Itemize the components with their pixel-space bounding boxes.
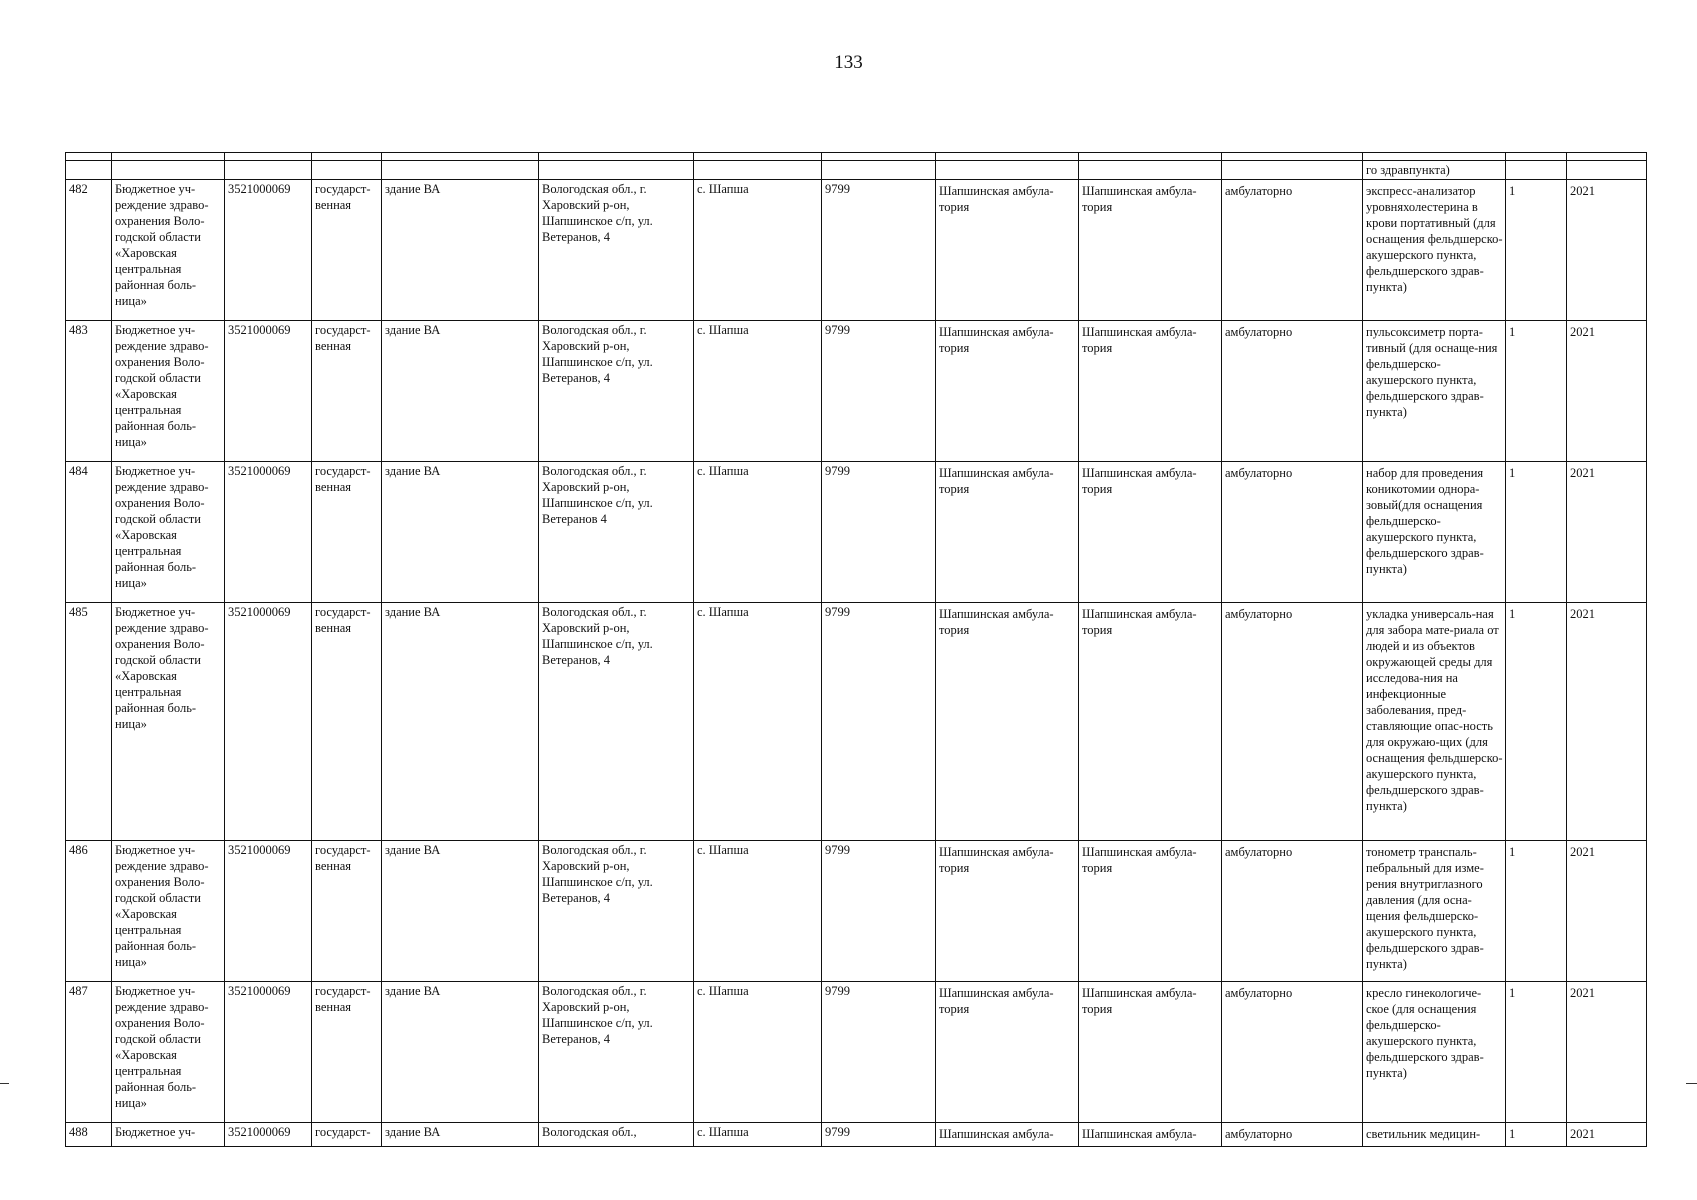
cell-inn: 3521000069 bbox=[225, 603, 312, 841]
cell-ownership: государст-венная bbox=[312, 603, 382, 841]
continuation-cell: го здравпункта) bbox=[1363, 161, 1506, 180]
cell-institution: Бюджетное уч-реждение здраво-охранения Воло-годской области «Харовская центральная районная боль-ница» bbox=[112, 603, 225, 841]
cell-address: Вологодская обл., г. Харовский р-он, Шапшинское с/п, ул. Ветеранов, 4 bbox=[539, 603, 694, 841]
cell-care-type: амбулаторно bbox=[1222, 321, 1363, 462]
cell-equipment: кресло гинекологиче-ское (для оснащения фельдшерско-акушерского пункта, фельдшерского здрав-пункта) bbox=[1363, 982, 1506, 1123]
cell-code: 9799 bbox=[822, 841, 936, 982]
continuation-row bbox=[66, 161, 1647, 180]
cell-institution: Бюджетное уч-реждение здраво-охранения Воло-годской области «Харовская центральная районная боль-ница» bbox=[112, 462, 225, 603]
cell-building: здание ВА bbox=[382, 603, 539, 841]
cell-subunit: Шапшинская амбула-тория bbox=[1079, 841, 1222, 982]
cell-unit: Шапшинская амбула-тория bbox=[936, 603, 1079, 841]
table-row bbox=[66, 462, 1647, 603]
cell-year: 2021 bbox=[1567, 1123, 1647, 1147]
cell-address: Вологодская обл., г. Харовский р-он, Шапшинское с/п, ул. Ветеранов, 4 bbox=[539, 841, 694, 982]
table-row bbox=[66, 982, 1647, 1123]
cell-building: здание ВА bbox=[382, 841, 539, 982]
cell-ownership: государст-венная bbox=[312, 462, 382, 603]
cell-locality: с. Шапша bbox=[694, 982, 822, 1123]
cell-equipment: пульсоксиметр порта-тивный (для оснаще-ния фельдшерско-акушерского пункта, фельдшерского здрав-пункта) bbox=[1363, 321, 1506, 462]
cell-unit: Шапшинская амбула-тория bbox=[936, 841, 1079, 982]
cell-address: Вологодская обл., г. Харовский р-он, Шапшинское с/п, ул. Ветеранов 4 bbox=[539, 462, 694, 603]
cell-ownership: государст-венная bbox=[312, 321, 382, 462]
cell-unit: Шапшинская амбула-тория bbox=[936, 982, 1079, 1123]
cell-address: Вологодская обл., г. Харовский р-он, Шапшинское с/п, ул. Ветеранов, 4 bbox=[539, 321, 694, 462]
cell-num: 483 bbox=[66, 321, 112, 462]
cell-equipment: экспресс-анализатор уровняхолестерина в крови портативный (для оснащения фельдшерско-акушерского пункта, фельдшерского здрав-пункта) bbox=[1363, 180, 1506, 321]
cell-code: 9799 bbox=[822, 982, 936, 1123]
cell-equipment: укладка универсаль-ная для забора мате-риала от людей и из объектов окружающей среды для исследова-ния на инфекционные заболевания, пред-ставляющие опас-ность для окружаю-щих (для оснащения фельдшерско-акушерского пункта, фельдшерского здрав-пункта) bbox=[1363, 603, 1506, 841]
cell-building: здание ВА bbox=[382, 321, 539, 462]
cell-inn: 3521000069 bbox=[225, 982, 312, 1123]
cell-locality: с. Шапша bbox=[694, 180, 822, 321]
cell-code: 9799 bbox=[822, 603, 936, 841]
cell-care-type: амбулаторно bbox=[1222, 841, 1363, 982]
cell-subunit: Шапшинская амбула- bbox=[1079, 1123, 1222, 1147]
table-row bbox=[66, 180, 1647, 321]
cell-equipment: набор для проведения коникотомии однора-зовый(для оснащения фельдшерско-акушерского пункта, фельдшерского здрав-пункта) bbox=[1363, 462, 1506, 603]
cell-institution: Бюджетное уч-реждение здраво-охранения Воло-годской области «Харовская центральная районная боль-ница» bbox=[112, 982, 225, 1123]
cell-locality: с. Шапша bbox=[694, 603, 822, 841]
cell-equipment: светильник медицин- bbox=[1363, 1123, 1506, 1147]
cell-address: Вологодская обл., г. Харовский р-он, Шапшинское с/п, ул. Ветеранов, 4 bbox=[539, 982, 694, 1123]
cell-code: 9799 bbox=[822, 462, 936, 603]
cell-institution: Бюджетное уч-реждение здраво-охранения Воло-годской области «Харовская центральная районная боль-ница» bbox=[112, 321, 225, 462]
cell-locality: с. Шапша bbox=[694, 462, 822, 603]
page-number: 133 bbox=[834, 52, 863, 73]
table-row bbox=[66, 841, 1647, 982]
cell-unit: Шапшинская амбула- bbox=[936, 1123, 1079, 1147]
scan-mark-right bbox=[1686, 1083, 1697, 1084]
cell-qty: 1 bbox=[1506, 841, 1567, 982]
cell-inn: 3521000069 bbox=[225, 321, 312, 462]
cell-unit: Шапшинская амбула-тория bbox=[936, 180, 1079, 321]
cell-care-type: амбулаторно bbox=[1222, 180, 1363, 321]
cell-address: Вологодская обл., г. Харовский р-он, Шапшинское с/п, ул. Ветеранов, 4 bbox=[539, 180, 694, 321]
table-row bbox=[66, 321, 1647, 462]
cell-locality: с. Шапша bbox=[694, 321, 822, 462]
cell-num: 482 bbox=[66, 180, 112, 321]
cell-qty: 1 bbox=[1506, 180, 1567, 321]
cell-care-type: амбулаторно bbox=[1222, 462, 1363, 603]
cell-institution: Бюджетное уч-реждение здраво-охранения Воло-годской области «Харовская центральная районная боль-ница» bbox=[112, 180, 225, 321]
cell-institution: Бюджетное уч- bbox=[112, 1123, 225, 1147]
cell-qty: 1 bbox=[1506, 462, 1567, 603]
cell-subunit: Шапшинская амбула-тория bbox=[1079, 321, 1222, 462]
cell-qty: 1 bbox=[1506, 982, 1567, 1123]
cell-locality: с. Шапша bbox=[694, 841, 822, 982]
cell-year: 2021 bbox=[1567, 841, 1647, 982]
table-row bbox=[66, 1123, 1647, 1147]
cell-qty: 1 bbox=[1506, 1123, 1567, 1147]
cell-unit: Шапшинская амбула-тория bbox=[936, 462, 1079, 603]
cell-year: 2021 bbox=[1567, 462, 1647, 603]
cell-subunit: Шапшинская амбула-тория bbox=[1079, 603, 1222, 841]
cell-num: 488 bbox=[66, 1123, 112, 1147]
cell-building: здание ВА bbox=[382, 180, 539, 321]
cell-code: 9799 bbox=[822, 1123, 936, 1147]
cell-num: 485 bbox=[66, 603, 112, 841]
cell-ownership: государст-венная bbox=[312, 841, 382, 982]
cell-ownership: государст- bbox=[312, 1123, 382, 1147]
cell-care-type: амбулаторно bbox=[1222, 982, 1363, 1123]
cell-year: 2021 bbox=[1567, 982, 1647, 1123]
cell-num: 484 bbox=[66, 462, 112, 603]
cell-qty: 1 bbox=[1506, 603, 1567, 841]
cell-unit: Шапшинская амбула-тория bbox=[936, 321, 1079, 462]
cell-institution: Бюджетное уч-реждение здраво-охранения Воло-годской области «Харовская центральная районная боль-ница» bbox=[112, 841, 225, 982]
cell-ownership: государст-венная bbox=[312, 180, 382, 321]
cell-inn: 3521000069 bbox=[225, 180, 312, 321]
cell-subunit: Шапшинская амбула-тория bbox=[1079, 982, 1222, 1123]
cell-care-type: амбулаторно bbox=[1222, 1123, 1363, 1147]
cell-equipment: тонометр транспаль-пебральный для изме-рения внутриглазного давления (для осна-щения фельдшерско-акушерского пункта, фельдшерского здрав-пункта) bbox=[1363, 841, 1506, 982]
cell-num: 487 bbox=[66, 982, 112, 1123]
cell-subunit: Шапшинская амбула-тория bbox=[1079, 180, 1222, 321]
cell-code: 9799 bbox=[822, 321, 936, 462]
cell-inn: 3521000069 bbox=[225, 1123, 312, 1147]
header-blank-row bbox=[66, 153, 1647, 161]
scan-mark-left bbox=[0, 1083, 9, 1084]
table-row bbox=[66, 603, 1647, 841]
cell-care-type: амбулаторно bbox=[1222, 603, 1363, 841]
cell-address: Вологодская обл., bbox=[539, 1123, 694, 1147]
equipment-register-table bbox=[65, 152, 1647, 1147]
cell-ownership: государст-венная bbox=[312, 982, 382, 1123]
cell-locality: с. Шапша bbox=[694, 1123, 822, 1147]
cell-subunit: Шапшинская амбула-тория bbox=[1079, 462, 1222, 603]
cell-inn: 3521000069 bbox=[225, 462, 312, 603]
cell-inn: 3521000069 bbox=[225, 841, 312, 982]
cell-building: здание ВА bbox=[382, 982, 539, 1123]
cell-year: 2021 bbox=[1567, 180, 1647, 321]
cell-qty: 1 bbox=[1506, 321, 1567, 462]
cell-year: 2021 bbox=[1567, 321, 1647, 462]
cell-code: 9799 bbox=[822, 180, 936, 321]
cell-year: 2021 bbox=[1567, 603, 1647, 841]
cell-building: здание ВА bbox=[382, 1123, 539, 1147]
cell-building: здание ВА bbox=[382, 462, 539, 603]
cell-num: 486 bbox=[66, 841, 112, 982]
